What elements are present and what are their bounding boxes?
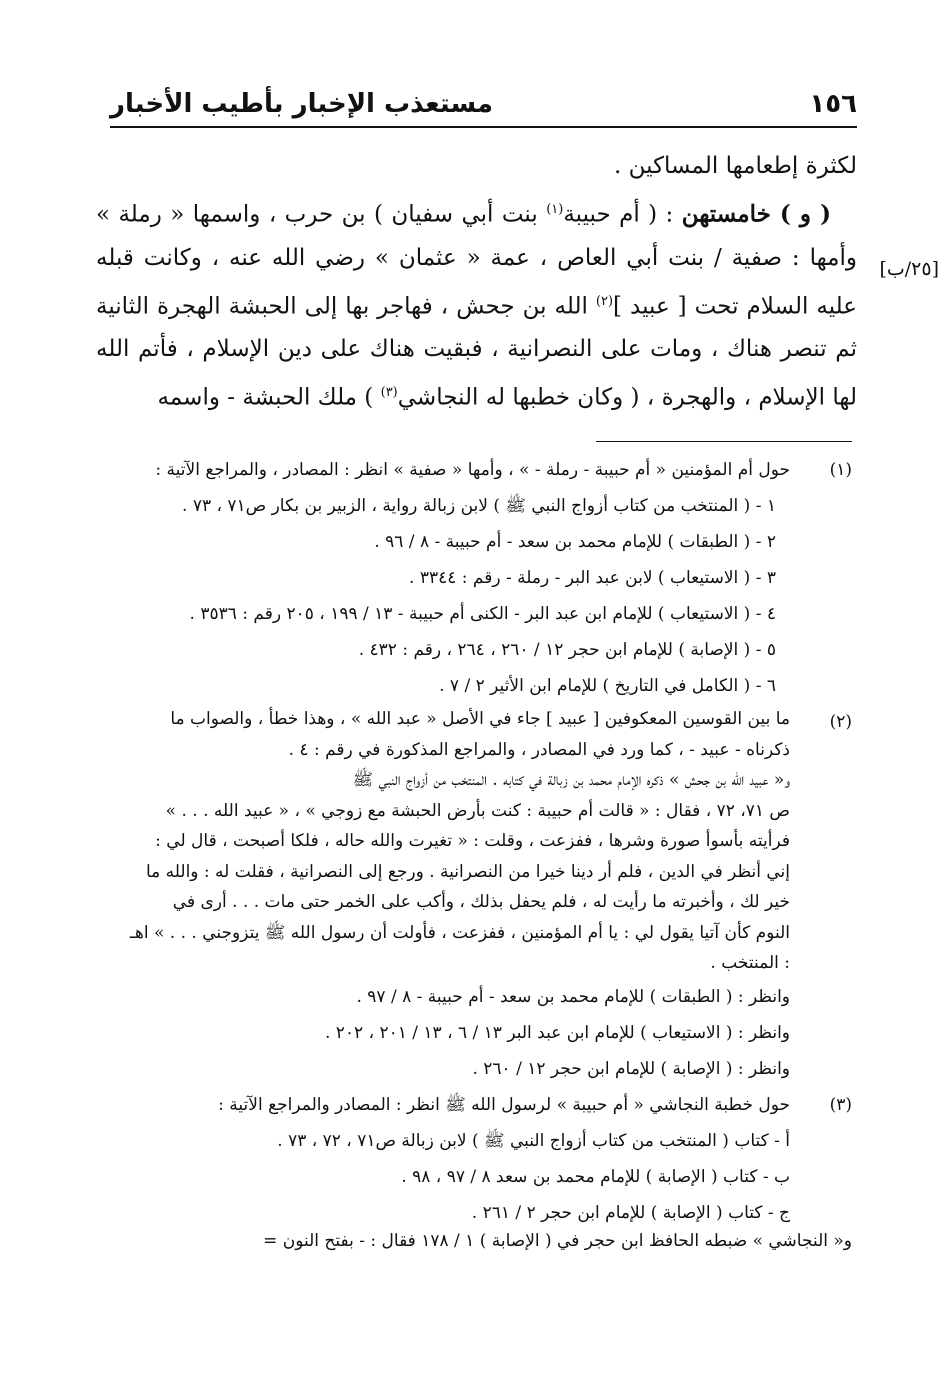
footnote-3 <box>96 1087 852 1231</box>
footnote-line: النوم كأن آتيا يقول لي : يا أم المؤمنين ، ففزعت ، فأولت أن رسول الله ﷺ يتزوجني . . . » اهـ <box>129 922 790 943</box>
footnote-ref-3: (٣) <box>380 385 398 401</box>
footnote-line: ٣ - ( الاستيعاب ) لابن عبد البر - رملة - رقم : ٣٣٤٤ . <box>409 568 776 588</box>
footnote-line: ٢ - ( الطبقات ) للإمام محمد بن سعد - أم حبيبة - ٨ / ٩٦ . <box>374 532 776 552</box>
footnote-line: ٤ - ( الاستيعاب ) للإمام ابن عبد البر - الكنى أم حبيبة - ١٣ / ١٩٩ ، ٢٠٥ رقم : ٣٥٣٦ . <box>189 604 776 624</box>
footnotes <box>96 452 852 1251</box>
footnote-line: وانظر : ( الاستيعاب ) للإمام ابن عبد البر ١٣ / ٦ ، ١٣ / ٢٠١ ، ٢٠٢ . <box>324 1022 790 1043</box>
text-segment: بنت أبي سفيان ) بن حرب ، واسمها « رملة » وأمها : صفية / بنت أبي العاص ، عمة « عثمان » رضي الله عنه ، وكانت قبله عليه السلام تحت [ عبيد ] <box>96 201 857 320</box>
footnote-line: ١ - ( المنتخب من كتاب أزواج النبي ﷺ ) لابن زبالة رواية ، الزبير بن بكار ص٧١ ، ٧٣ . <box>182 496 776 516</box>
footnote-line: أ - كتاب ( المنتخب من كتاب أزواج النبي ﷺ ) لابن زبالة ص٧١ ، ٧٢ ، ٧٣ . <box>277 1130 790 1151</box>
footnote-1 <box>96 452 852 704</box>
text-segment: الله بن جحش ، فهاجر بها إلى الحبشة الهجرة الثانية ثم تنصر هناك ، ومات على النصرانية ، فبقيت هناك على دين الإسلام ، فأتم الله لها الإسلام ، والهجرة ، ( وكان خطبها له النجاشي <box>96 293 857 411</box>
running-title: مستعذب الإخبار بأطيب الأخبار <box>110 89 494 119</box>
footnote-line: ذكرناه - عبيد - ، كما ورد في المصادر ، والمراجع المذكورة في رقم : ٤ . <box>288 739 790 760</box>
footnote-ref-1: (١) <box>546 202 564 217</box>
footnote-line: ص ٧١، ٧٢ ، فقال : « قالت أم حبيبة : كنت بأرض الحبشة مع زوجي » ، « عبيد الله . . . » <box>165 800 790 821</box>
footnote-2 <box>96 704 852 1087</box>
footnote-number: (١) <box>829 460 852 480</box>
header-rule <box>110 126 857 128</box>
footnote-continuation: و« النجاشي » ضبطه الحافظ ابن حجر في ( الإصابة ) ١ / ١٧٨ فقال : - بفتح النون = <box>263 1230 852 1251</box>
page-header <box>110 80 857 128</box>
footnote-line: حول خطبة النجاشي « أم حبيبة » لرسول الله ﷺ انظر : المصادر والمراجع الآتية : <box>218 1094 790 1115</box>
heading-fifth: ( و ) خامستهن <box>681 200 831 228</box>
footnote-line: فرأيته بأسوأ صورة وشرها ، ففزعت ، وقلت : « تغيرت والله حاله ، فلكا أصبحت ، قال لي : <box>155 831 790 851</box>
footnote-line: خير لك ، وأخبرته ما رأيت له ، فلم يحفل بذلك ، وأكب على الخمر حتى مات . . . أرى في <box>172 892 790 912</box>
page-number: ١٥٦ <box>809 89 857 119</box>
footnote-line: ٥ - ( الإصابة ) للإمام ابن حجر ١٢ / ٢٦٠ ، ٢٦٤ ، رقم : ٤٣٢ . <box>358 640 776 660</box>
footnote-line: حول أم المؤمنين « أم حبيبة - رملة - » ، وأمها « صفية » انظر : المصادر ، والمراجع الآتية : <box>155 460 790 480</box>
main-paragraph <box>96 188 857 420</box>
footnote-line: ٦ - ( الكامل في التاريخ ) للإمام ابن الأثير ٢ / ٧ . <box>439 676 776 696</box>
footnote-line: ما بين القوسين المعكوفين [ عبيد ] جاء في الأصل « عبد الله » ، وهذا خطأ ، والصواب ما <box>170 709 790 729</box>
footnote-line: و« عبيد الله بن جحش » ذكره الإمام محمد بن زبالة في كتابه . المنتخب من أزواج النبي ﷺ <box>352 770 790 790</box>
footnote-line: : المنتخب . <box>710 953 790 973</box>
footnote-ref-2: (٢) <box>595 293 614 309</box>
footnote-line: ج - كتاب ( الإصابة ) للإمام ابن حجر ٢ / ٢٦١ . <box>471 1202 790 1223</box>
text-segment: ) ملك الحبشة - واسمه <box>157 384 381 411</box>
main-line-1: لكثرة إطعامها المساكين . <box>614 153 857 179</box>
footnote-separator <box>596 441 852 442</box>
footnote-line: ب - كتاب ( الإصابة ) للإمام محمد بن سعد ٨ / ٩٧ ، ٩٨ . <box>401 1166 790 1187</box>
text-segment: : ( أم حبيبة <box>563 201 682 228</box>
footnote-line: وانظر : ( الإصابة ) للإمام ابن حجر ١٢ / ٢٦٠ . <box>472 1058 790 1079</box>
footnote-number: (٣) <box>829 1094 852 1115</box>
main-text <box>96 145 939 420</box>
footnote-line: وانظر : ( الطبقات ) للإمام محمد بن سعد - أم حبيبة - ٨ / ٩٧ . <box>356 986 790 1007</box>
manuscript-folio-note: [٢٥/ب] <box>879 258 939 280</box>
footnote-number: (٢) <box>829 712 852 732</box>
footnote-line: إني أنظر في الدين ، فلم أر دينا خيرا من النصرانية . ورجع إلى النصرانية ، فقلت له : والله ما <box>145 861 790 882</box>
